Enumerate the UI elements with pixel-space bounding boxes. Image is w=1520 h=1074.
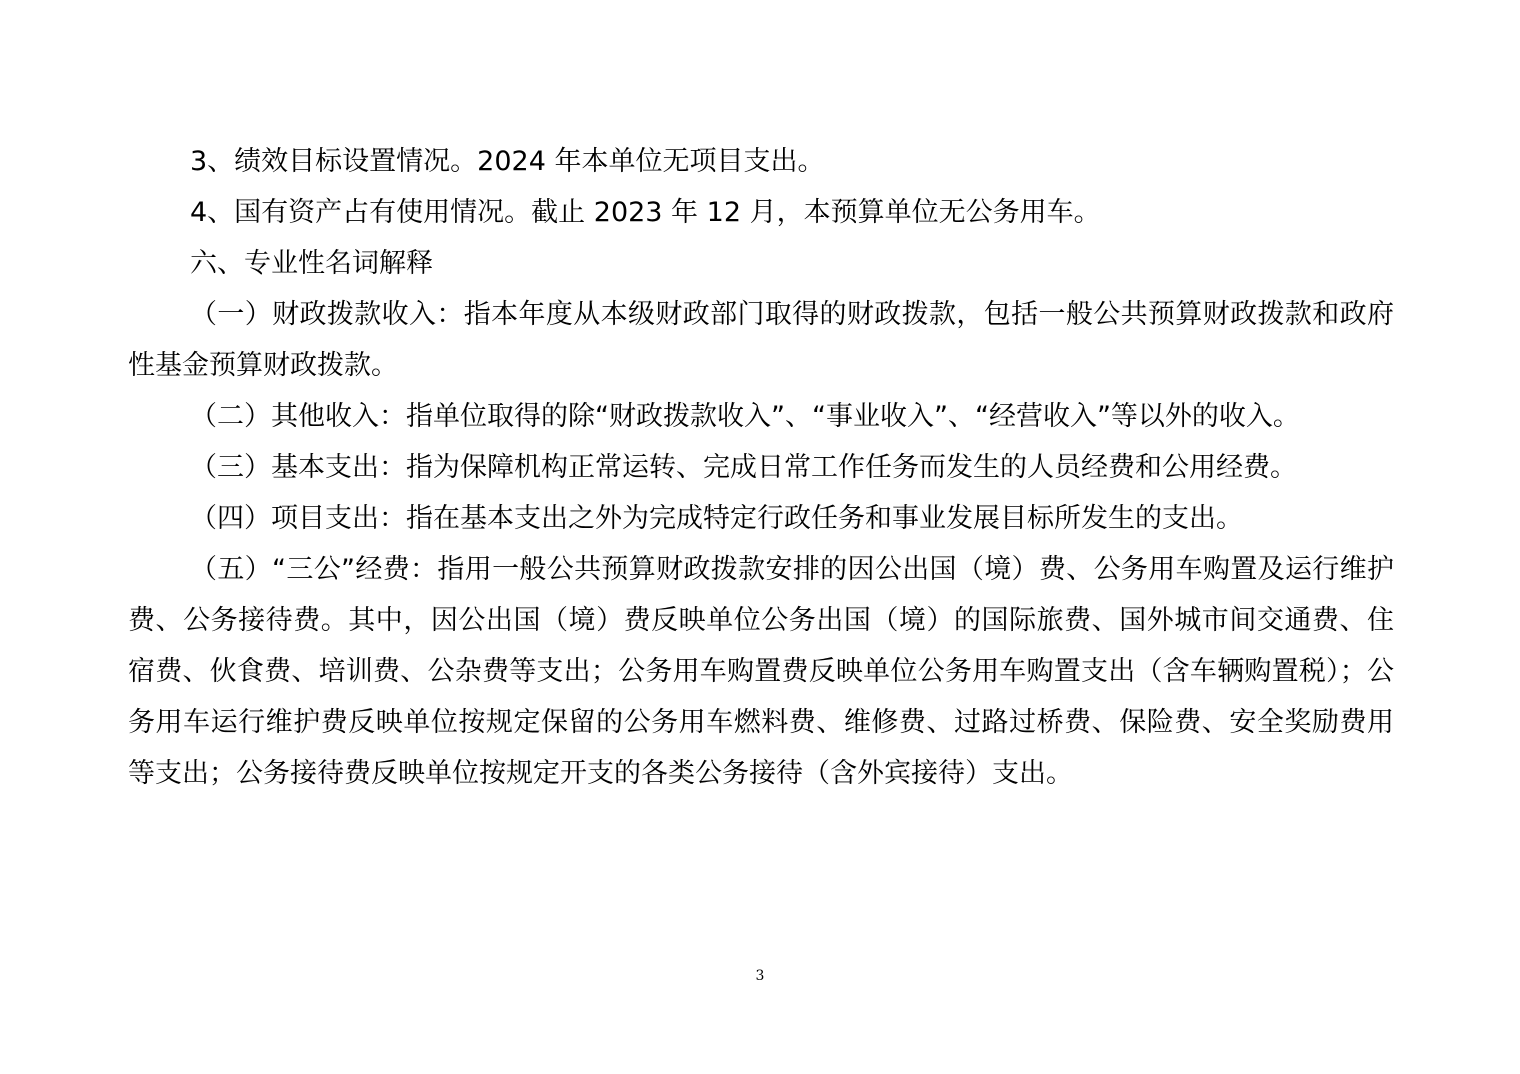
- document-body: [128, 136, 1394, 799]
- paragraph-other-income: （二）其他收入：指单位取得的除“财政拨款收入”、“事业收入”、“经营收入”等以外的收入。: [190, 401, 1300, 432]
- section-heading-terms: 六、专业性名词解释: [190, 248, 433, 279]
- paragraph-basic-expenditure: （三）基本支出：指为保障机构正常运转、完成日常工作任务而发生的人员经费和公用经费。: [190, 452, 1297, 483]
- paragraph-fiscal-appropriation-income: （一）财政拨款收入：指本年度从本级财政部门取得的财政拨款，包括一般公共预算财政拨款和政府性基金预算财政拨款。: [128, 299, 1394, 381]
- paragraph-performance-goals: 3、绩效目标设置情况。2024 年本单位无项目支出。: [190, 146, 825, 177]
- paragraph-project-expenditure: （四）项目支出：指在基本支出之外为完成特定行政任务和事业发展目标所发生的支出。: [190, 503, 1243, 534]
- page-number: 3: [755, 968, 765, 984]
- paragraph-state-assets: 4、国有资产占有使用情况。截止 2023 年 12 月，本预算单位无公务用车。: [190, 197, 1101, 228]
- paragraph-three-public-expenses: （五）“三公”经费：指用一般公共预算财政拨款安排的因公出国（境）费、公务用车购置及运行维护费、公务接待费。其中，因公出国（境）费反映单位公务出国（境）的国际旅费、国外城市间交通费、住宿费、伙食费、培训费、公杂费等支出；公务用车购置费反映单位公务用车购置支出（含车辆购置税）；公务用车运行维护费反映单位按规定保留的公务用车燃料费、维修费、过路过桥费、保险费、安全奖励费用等支出；公务接待费反映单位按规定开支的各类公务接待（含外宾接待）支出。: [128, 554, 1394, 789]
